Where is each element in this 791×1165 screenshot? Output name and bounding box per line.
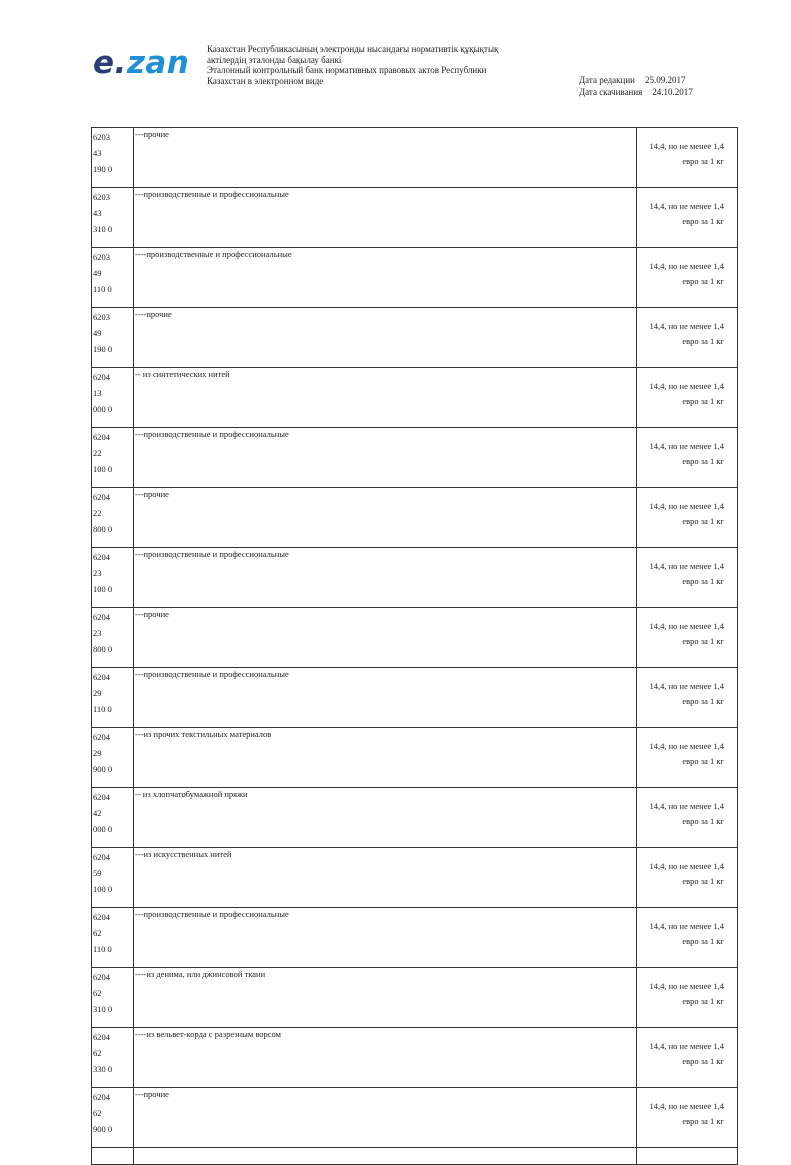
code-part: 110 0 — [93, 944, 112, 954]
edition-date-value: 25.09.2017 — [644, 75, 686, 85]
code-part: 6204 — [93, 612, 110, 622]
code-part: 330 0 — [93, 1064, 113, 1074]
ezan-logo — [93, 45, 190, 81]
code-part: 190 0 — [93, 164, 113, 174]
rate-line: евро за 1 кг — [682, 216, 724, 226]
code-part: 100 0 — [93, 584, 113, 594]
code-part: 6204 — [93, 912, 110, 922]
header-title-block — [207, 44, 567, 86]
table-row — [92, 908, 738, 968]
table-row — [92, 728, 738, 788]
code-part: 900 0 — [93, 764, 113, 774]
description-cell: ---из искусственных нитей — [134, 848, 637, 908]
logo-dot: . — [114, 45, 127, 81]
code-part: 6204 — [93, 552, 110, 562]
code-cell — [92, 968, 134, 1028]
rate-line: 14,4, но не менее 1,4 — [649, 1041, 724, 1051]
code-part: 22 — [93, 508, 102, 518]
code-part: 62 — [93, 988, 102, 998]
header-line: Казахстан в электронном виде — [207, 75, 324, 86]
table-row — [92, 368, 738, 428]
description-cell: ---производственные и профессиональные — [134, 668, 637, 728]
empty-cell — [134, 1148, 637, 1165]
rate-line: евро за 1 кг — [682, 576, 724, 586]
description-cell: -- из синтетических нитей — [134, 368, 637, 428]
code-part: 49 — [93, 268, 102, 278]
rate-line: евро за 1 кг — [682, 336, 724, 346]
code-cell — [92, 368, 134, 428]
code-part: 6204 — [93, 1092, 110, 1102]
code-part: 13 — [93, 388, 102, 398]
description-cell: ---прочие — [134, 488, 637, 548]
table-row — [92, 308, 738, 368]
table-row — [92, 848, 738, 908]
code-part: 6204 — [93, 792, 110, 802]
description-cell: ---прочие — [134, 608, 637, 668]
tariff-table-body — [92, 128, 738, 1165]
code-part: 6204 — [93, 732, 110, 742]
code-part: 6204 — [93, 972, 110, 982]
document-dates — [579, 74, 693, 98]
code-part: 62 — [93, 928, 102, 938]
rate-line: евро за 1 кг — [682, 816, 724, 826]
code-part: 110 0 — [93, 284, 112, 294]
code-cell — [92, 488, 134, 548]
rate-line: 14,4, но не менее 1,4 — [649, 141, 724, 151]
header-line: Эталонный контрольный банк нормативных правовых актов Республики — [207, 65, 487, 75]
rate-cell — [637, 728, 738, 788]
table-row — [92, 1028, 738, 1088]
rate-line: евро за 1 кг — [682, 156, 724, 166]
code-part: 6204 — [93, 492, 110, 502]
rate-line: евро за 1 кг — [682, 396, 724, 406]
rate-line: 14,4, но не менее 1,4 — [649, 741, 724, 751]
rate-line: евро за 1 кг — [682, 516, 724, 526]
code-part: 110 0 — [93, 704, 112, 714]
rate-cell — [637, 848, 738, 908]
table-row — [92, 128, 738, 188]
empty-cell — [637, 1148, 738, 1165]
table-row — [92, 1088, 738, 1148]
header-line: актілердің эталонды бақылау банкі — [207, 54, 342, 65]
empty-cell — [92, 1148, 134, 1165]
logo-zan: zan — [126, 45, 190, 81]
rate-line: 14,4, но не менее 1,4 — [649, 981, 724, 991]
code-part: 310 0 — [93, 224, 113, 234]
description-cell: ----производственные и профессиональные — [134, 248, 637, 308]
code-part: 6204 — [93, 372, 110, 382]
code-part: 6204 — [93, 432, 110, 442]
table-row — [92, 188, 738, 248]
rate-cell — [637, 1028, 738, 1088]
code-cell — [92, 428, 134, 488]
table-row — [92, 968, 738, 1028]
rate-line: евро за 1 кг — [682, 1056, 724, 1066]
rate-line: 14,4, но не менее 1,4 — [649, 501, 724, 511]
rate-line: евро за 1 кг — [682, 1116, 724, 1126]
description-cell: ----из вельвет-корда с разрезным ворсом — [134, 1028, 637, 1088]
table-row — [92, 248, 738, 308]
code-part: 43 — [93, 148, 102, 158]
table-row-empty — [92, 1148, 738, 1165]
logo-e: e — [93, 45, 115, 81]
rate-cell — [637, 608, 738, 668]
code-cell — [92, 1028, 134, 1088]
rate-line: евро за 1 кг — [682, 696, 724, 706]
description-cell: ----прочие — [134, 308, 637, 368]
table-row — [92, 788, 738, 848]
description-cell: ---прочие — [134, 128, 637, 188]
rate-line: 14,4, но не менее 1,4 — [649, 441, 724, 451]
code-part: 42 — [93, 808, 102, 818]
description-cell: ---производственные и профессиональные — [134, 908, 637, 968]
code-cell — [92, 908, 134, 968]
description-cell: ---из прочих текстильных материалов — [134, 728, 637, 788]
code-cell — [92, 608, 134, 668]
rate-cell — [637, 1088, 738, 1148]
description-cell: ---производственные и профессиональные — [134, 548, 637, 608]
code-part: 6204 — [93, 1032, 110, 1042]
code-part: 6203 — [93, 312, 110, 322]
code-cell — [92, 548, 134, 608]
rate-line: 14,4, но не менее 1,4 — [649, 861, 724, 871]
code-part: 6204 — [93, 852, 110, 862]
code-part: 62 — [93, 1048, 102, 1058]
code-cell — [92, 308, 134, 368]
rate-line: 14,4, но не менее 1,4 — [649, 201, 724, 211]
code-part: 22 — [93, 448, 102, 458]
description-cell: ---производственные и профессиональные — [134, 188, 637, 248]
rate-cell — [637, 368, 738, 428]
code-part: 6203 — [93, 252, 110, 262]
rate-line: 14,4, но не менее 1,4 — [649, 561, 724, 571]
rate-line: 14,4, но не менее 1,4 — [649, 621, 724, 631]
table-row — [92, 668, 738, 728]
code-cell — [92, 248, 134, 308]
code-part: 6203 — [93, 192, 110, 202]
rate-cell — [637, 248, 738, 308]
code-part: 100 0 — [93, 464, 113, 474]
rate-line: 14,4, но не менее 1,4 — [649, 381, 724, 391]
rate-line: евро за 1 кг — [682, 756, 724, 766]
rate-cell — [637, 908, 738, 968]
code-cell — [92, 668, 134, 728]
rate-line: 14,4, но не менее 1,4 — [649, 261, 724, 271]
table-row — [92, 548, 738, 608]
code-part: 29 — [93, 748, 102, 758]
rate-line: 14,4, но не менее 1,4 — [649, 921, 724, 931]
rate-cell — [637, 428, 738, 488]
code-part: 800 0 — [93, 644, 113, 654]
rate-line: 14,4, но не менее 1,4 — [649, 321, 724, 331]
code-part: 59 — [93, 868, 102, 878]
tariff-table — [91, 127, 738, 1165]
code-part: 000 0 — [93, 404, 113, 414]
rate-cell — [637, 548, 738, 608]
code-part: 310 0 — [93, 1004, 113, 1014]
rate-line: евро за 1 кг — [682, 876, 724, 886]
rate-line: 14,4, но не менее 1,4 — [649, 681, 724, 691]
rate-line: евро за 1 кг — [682, 636, 724, 646]
code-part: 000 0 — [93, 824, 113, 834]
rate-cell — [637, 968, 738, 1028]
rate-cell — [637, 488, 738, 548]
code-part: 100 0 — [93, 884, 113, 894]
rate-line: евро за 1 кг — [682, 456, 724, 466]
description-cell: ---производственные и профессиональные — [134, 428, 637, 488]
code-part: 29 — [93, 688, 102, 698]
rate-line: евро за 1 кг — [682, 996, 724, 1006]
code-part: 6203 — [93, 132, 110, 142]
rate-line: евро за 1 кг — [682, 936, 724, 946]
code-cell — [92, 128, 134, 188]
rate-line: 14,4, но не менее 1,4 — [649, 1101, 724, 1111]
code-part: 900 0 — [93, 1124, 113, 1134]
rate-line: евро за 1 кг — [682, 276, 724, 286]
code-cell — [92, 1088, 134, 1148]
code-part: 49 — [93, 328, 102, 338]
code-cell — [92, 728, 134, 788]
description-cell: -- из хлопчатобумажной пряжи — [134, 788, 637, 848]
code-part: 190 0 — [93, 344, 113, 354]
header-line: Казахстан Республикасының электронды нысандағы нормативтік құқықтық — [207, 44, 499, 54]
rate-cell — [637, 788, 738, 848]
rate-cell — [637, 188, 738, 248]
code-part: 43 — [93, 208, 102, 218]
rate-cell — [637, 668, 738, 728]
download-date-value: 24.10.2017 — [652, 87, 693, 97]
rate-cell — [637, 308, 738, 368]
code-part: 6204 — [93, 672, 110, 682]
download-date-label: Дата скачивания — [579, 87, 643, 97]
code-part: 800 0 — [93, 524, 113, 534]
description-cell: ----из денима, или джинсовой ткани — [134, 968, 637, 1028]
description-cell: ---прочие — [134, 1088, 637, 1148]
code-part: 23 — [93, 628, 102, 638]
code-part: 23 — [93, 568, 102, 578]
code-cell — [92, 188, 134, 248]
edition-date-label: Дата редакции — [579, 75, 635, 85]
code-cell — [92, 848, 134, 908]
rate-cell — [637, 128, 738, 188]
rate-line: 14,4, но не менее 1,4 — [649, 801, 724, 811]
code-part: 62 — [93, 1108, 102, 1118]
table-row — [92, 428, 738, 488]
table-row — [92, 488, 738, 548]
table-row — [92, 608, 738, 668]
code-cell — [92, 788, 134, 848]
